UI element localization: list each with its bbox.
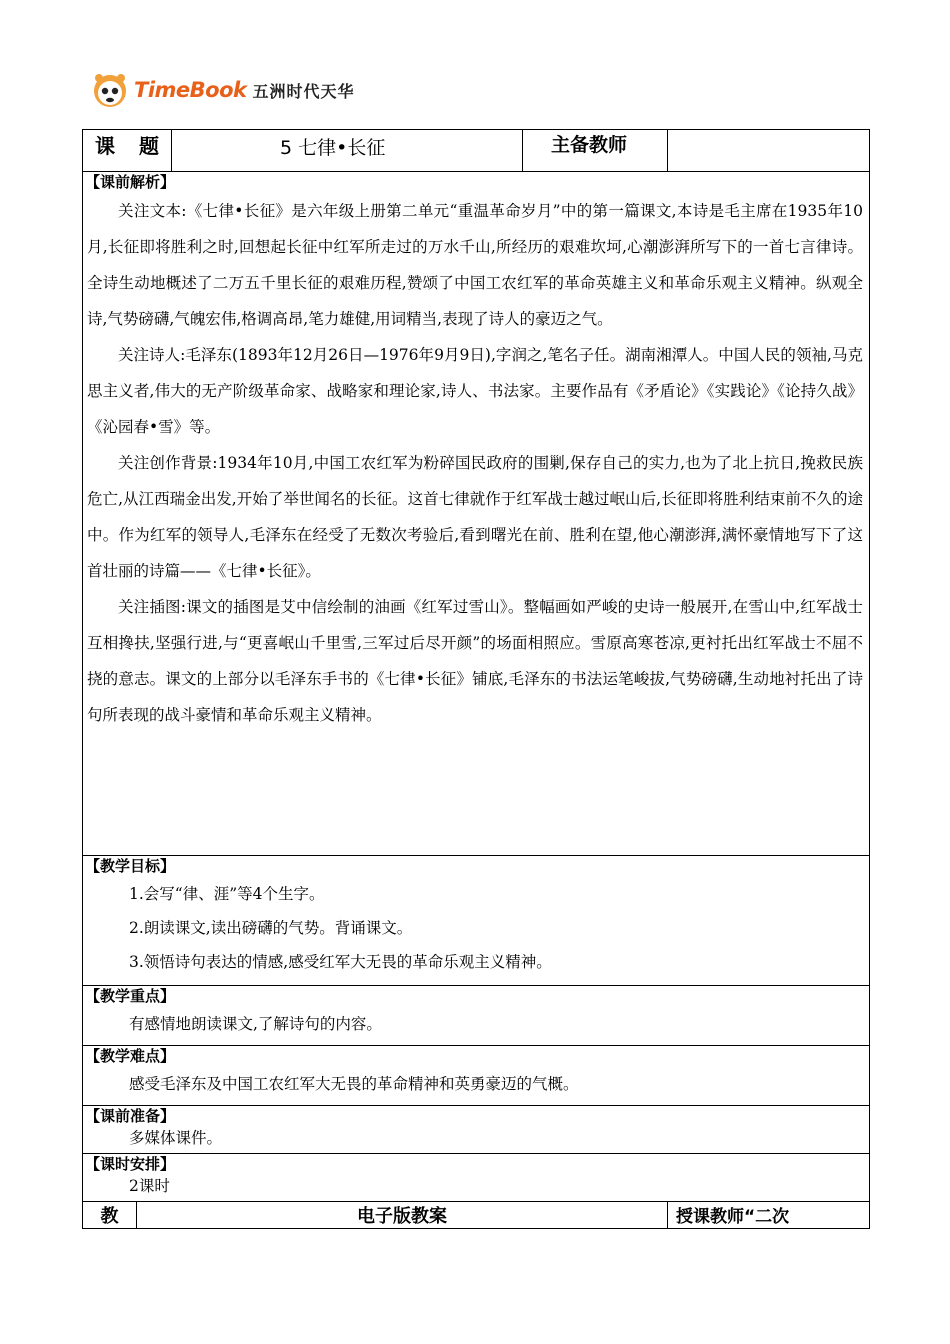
goals-row xyxy=(83,856,870,986)
difficulties-text: 感受毛泽东及中国工农红军大无畏的革命精神和英勇豪迈的气概。 xyxy=(129,1075,579,1093)
teacher-label: 主备教师 xyxy=(523,130,668,172)
logo-brand-cn: 五洲时代天华 xyxy=(252,81,355,101)
footer-col3: 授课教师“二次 xyxy=(668,1202,870,1229)
pre-analysis-paragraph: 关注文本:《七律•长征》是六年级上册第二单元“重温革命岁月”中的第一篇课文,本诗是毛主席在1935年10月,长征即将胜利之时,回想起长征中红军所走过的万水千山,所经历的艰难坎坷,心潮澎湃所写下的一首七言律诗。全诗生动地概述了二万五千里长征的艰难历程,赞颂了中国工农红军的革命英雄主义和革命乐观主义精神。纵观全诗,气势磅礴,气魄宏伟,格调高昂,笔力雄健,用词精当,表现了诗人的豪迈之气。 xyxy=(87,202,863,328)
difficulties-title: 【教学难点】 xyxy=(85,1047,176,1065)
key-points-row xyxy=(83,986,870,1046)
pre-analysis-paragraph: 关注插图:课文的插图是艾中信绘制的油画《红军过雪山》。整幅画如严峻的史诗一般展开,在雪山中,红军战士互相搀扶,坚强行进,与“更喜岷山千里雪,三军过后尽开颜”的场面相照应。雪原高寒苍凉,更衬托出红军战士不屈不挠的意志。课文的上部分以毛泽东手书的《七律•长征》铺底,毛泽东的书法运笔峻拔,气势磅礴,生动地衬托出了诗句所表现的战斗豪情和革命乐观主义精神。 xyxy=(87,598,863,724)
schedule-title: 【课时安排】 xyxy=(85,1155,176,1173)
lesson-title: 5 七律•长征 xyxy=(172,130,523,172)
mascot-icon xyxy=(90,70,130,110)
timebook-logo xyxy=(90,70,355,110)
footer-col2: 电子版教案 xyxy=(137,1202,668,1229)
logo-brand: TimeBook xyxy=(134,78,247,102)
schedule-row xyxy=(83,1154,870,1202)
goal-item: 3.领悟诗句表达的情感,感受红军大无畏的革命乐观主义精神。 xyxy=(129,953,552,971)
lesson-plan-table xyxy=(82,129,870,1229)
schedule-text: 2课时 xyxy=(129,1177,170,1195)
pre-analysis-paragraph: 关注诗人:毛泽东(1893年12月26日—1976年9月9日),字润之,笔名子任。湖南湘潭人。中国人民的领袖,马克思主义者,伟大的无产阶级革命家、战略家和理论家,诗人、书法家。主要作品有《矛盾论》《实践论》《论持久战》《沁园春•雪》等。 xyxy=(87,346,863,436)
preparation-row xyxy=(83,1106,870,1154)
pre-analysis-title: 【课前解析】 xyxy=(85,173,176,191)
goals-title: 【教学目标】 xyxy=(85,857,176,875)
difficulties-row xyxy=(83,1046,870,1106)
key-points-text: 有感情地朗读课文,了解诗句的内容。 xyxy=(129,1015,382,1033)
preparation-text: 多媒体课件。 xyxy=(129,1129,223,1147)
key-points-title: 【教学重点】 xyxy=(85,987,176,1005)
header-row xyxy=(83,130,870,172)
preparation-title: 【课前准备】 xyxy=(85,1107,176,1125)
pre-analysis-paragraph: 关注创作背景:1934年10月,中国工农红军为粉碎国民政府的围剿,保存自己的实力,也为了北上抗日,挽救民族危亡,从江西瑞金出发,开始了举世闻名的长征。这首七律就作于红军战士越过岷山后,长征即将胜利结束前不久的途中。作为红军的领导人,毛泽东在经受了无数次考验后,看到曙光在前、胜利在望,他心潮澎湃,满怀豪情地写下了这首壮丽的诗篇——《七律•长征》。 xyxy=(87,454,863,580)
pre-analysis-row xyxy=(83,172,870,856)
footer-row xyxy=(83,1202,870,1229)
footer-col1: 教 xyxy=(83,1202,137,1229)
teacher-value xyxy=(668,130,870,172)
subject-label: 课 题 xyxy=(83,130,172,172)
goal-item: 1.会写“律、涯”等4个生字。 xyxy=(129,885,325,903)
goal-item: 2.朗读课文,读出磅礴的气势。背诵课文。 xyxy=(129,919,413,937)
